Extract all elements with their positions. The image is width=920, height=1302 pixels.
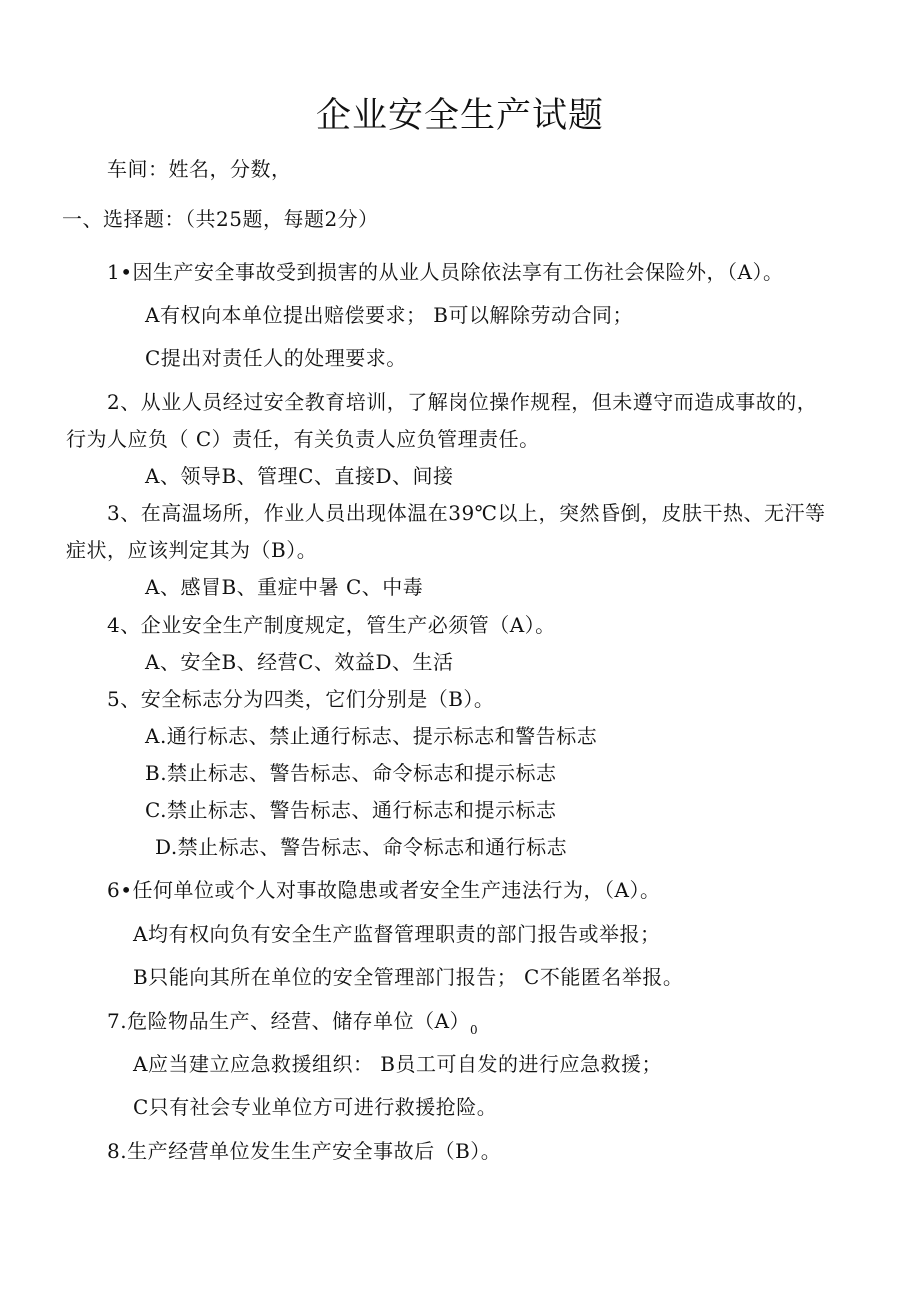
section-heading: 一、选择题：（共25题，每题2分） <box>62 207 379 231</box>
question-4-options: A、安全B、经营C、效益D、生活 <box>145 650 454 674</box>
question-1-stem: 1•因生产安全事故受到损害的从业人员除依法享有工伤社会保险外，（A）。 <box>107 260 784 284</box>
question-2-stem-line2: 行为人应负（ C）责任，有关负责人应负管理责任。 <box>66 427 540 451</box>
header-line: 车间：姓名，分数， <box>107 157 292 181</box>
document-title: 企业安全生产试题 <box>315 96 604 136</box>
question-7-options-line2: C只有社会专业单位方可进行救援抢险。 <box>133 1095 498 1119</box>
question-8-stem: 8.生产经营单位发生生产安全事故后（B）。 <box>107 1139 502 1163</box>
question-5-option-a: A.通行标志、禁止通行标志、提示标志和警告标志 <box>145 724 598 748</box>
question-6-options-line1: A均有权向负有安全生产监督管理职责的部门报告或举报； <box>133 922 661 946</box>
question-3-stem-line2: 症状，应该判定其为（B）。 <box>66 538 318 562</box>
question-6-stem: 6•任何单位或个人对事故隐患或者安全生产违法行为，（A）。 <box>107 878 661 902</box>
question-5-option-c: C.禁止标志、警告标志、通行标志和提示标志 <box>145 798 557 822</box>
question-7-stem-suffix: 0 <box>470 1023 479 1037</box>
question-1-options-line2: C提出对责任人的处理要求。 <box>145 346 407 370</box>
question-7-options-line1: A应当建立应急救援组织： B员工可自发的进行应急救援； <box>133 1052 662 1076</box>
question-1-options-line1: A有权向本单位提出赔偿要求； B可以解除劳动合同； <box>145 303 633 327</box>
question-5-stem: 5、安全标志分为四类，它们分别是（B）。 <box>107 687 495 711</box>
question-5-option-d: D.禁止标志、警告标志、命令标志和通行标志 <box>155 835 568 859</box>
question-3-options: A、感冒B、重症中暑 C、中毒 <box>145 575 424 599</box>
question-3-stem-line1: 3、在高温场所，作业人员出现体温在39℃以上，突然昏倒，皮肤干热、无汗等 <box>107 501 826 525</box>
question-7-stem: 7.危险物品生产、经营、储存单位（A） <box>107 1009 471 1033</box>
question-2-stem-line1: 2、从业人员经过安全教育培训，了解岗位操作规程，但未遵守而造成事故的， <box>107 390 818 414</box>
question-2-options: A、领导B、管理C、直接D、间接 <box>145 464 454 488</box>
question-6-options-line2: B只能向其所在单位的安全管理部门报告； C不能匿名举报。 <box>133 965 684 989</box>
question-5-option-b: B.禁止标志、警告标志、命令标志和提示标志 <box>145 761 557 785</box>
question-4-stem: 4、企业安全生产制度规定，管生产必须管（A）。 <box>107 613 556 637</box>
question-7-stem-row <box>107 1008 478 1043</box>
